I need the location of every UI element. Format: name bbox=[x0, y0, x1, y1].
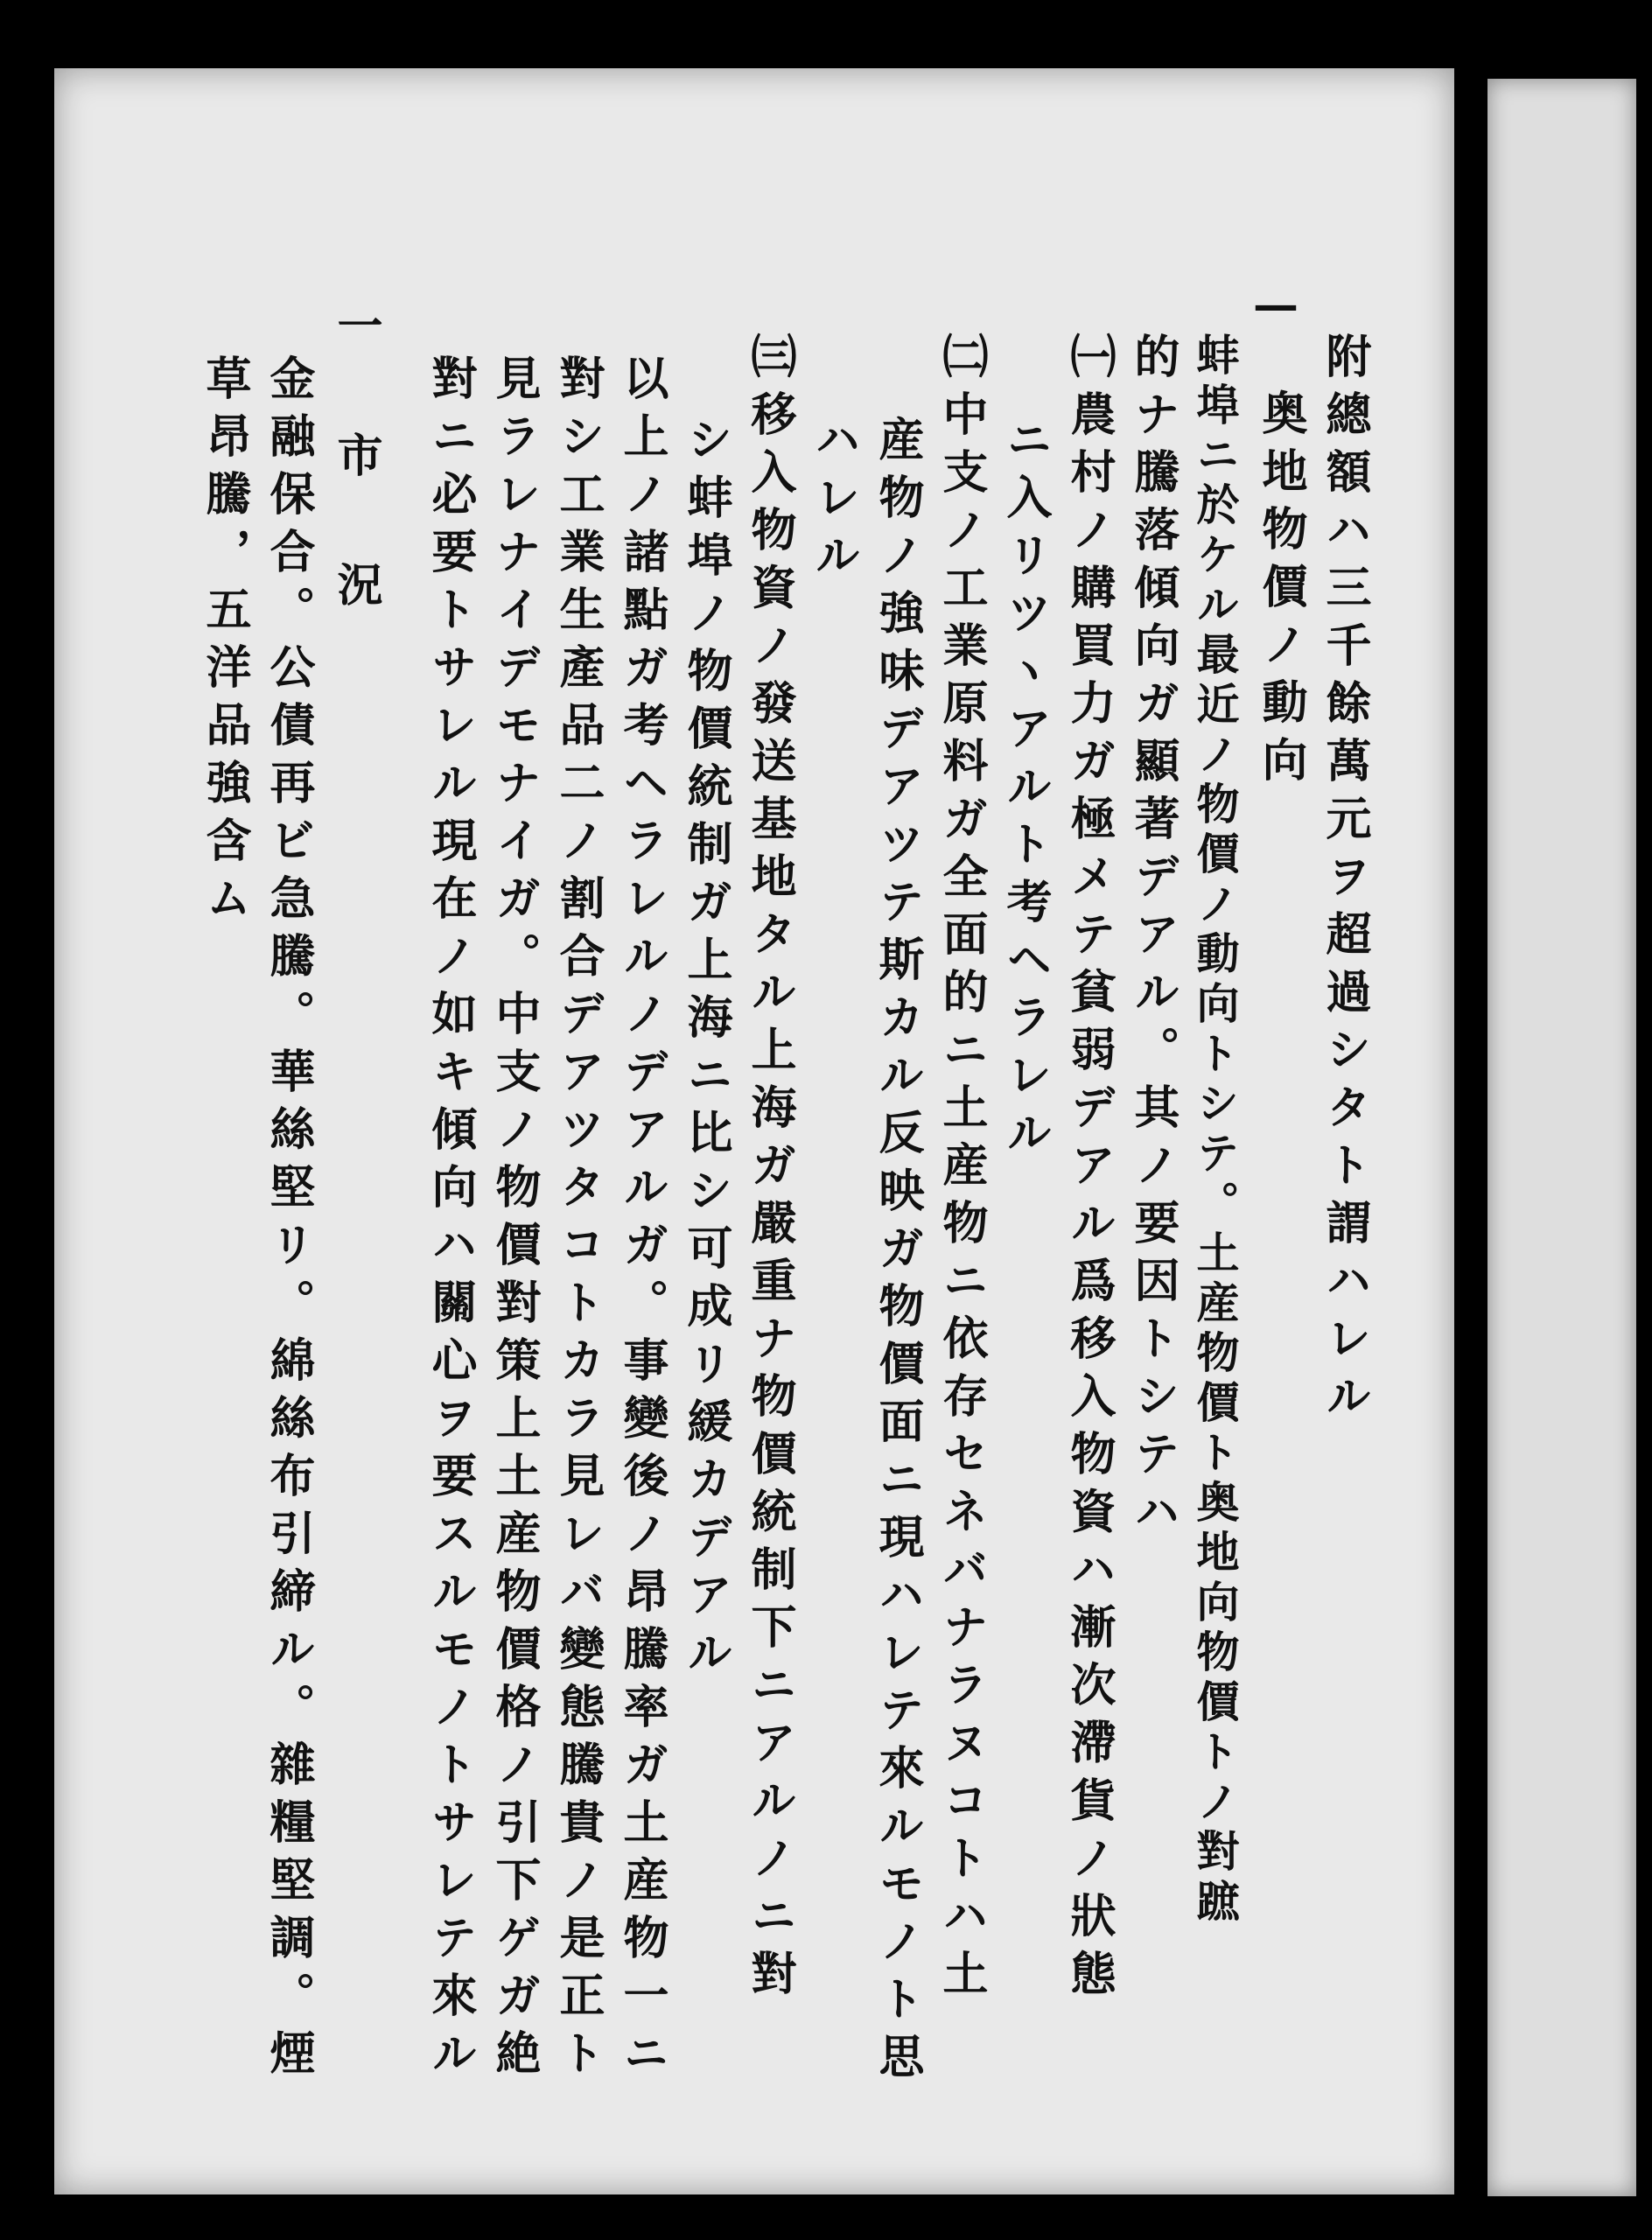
text-column-17: 草昂騰，五洋品強含ム bbox=[198, 354, 251, 932]
text-column-13: 對シ工業生產品二ノ割合デアツタコトカラ見レバ變態騰貴ノ是正ト bbox=[551, 354, 605, 2087]
text-column-3: 蚌埠ニ於ケル最近ノ物價ノ動向トシテ。土産物價ト奥地向物價トノ對蹠 bbox=[1190, 332, 1241, 1928]
text-column-8: 産物ノ強味デアツテ斯カル反映ガ物價面ニ現ハレテ來ルモノト思 bbox=[871, 416, 924, 2090]
text-column-1: 附總額ハ三千餘萬元ヲ超過シタト謂ハレル bbox=[1318, 332, 1371, 1430]
text-column-7: ㈡中支ノ工業原料ガ全面的ニ土産物ニ依存セネバナラヌコトハ土 bbox=[934, 332, 988, 2007]
text-column-2: 奥地物價ノ動向 bbox=[1254, 389, 1307, 794]
section-dash: — bbox=[1253, 278, 1298, 332]
text-column-10: ㈢移入物資ノ發送基地タル上海ガ嚴重ナ物價統制下ニアルノニ對 bbox=[743, 332, 796, 2007]
section-heading-market: 一 市 況 bbox=[329, 302, 382, 626]
text-column-4: 的ナ騰落傾向ガ顯著デアル。其ノ要因トシテハ bbox=[1126, 332, 1180, 1545]
text-column-14: 見ラレナイデモナイガ。中支ノ物價對策上土産物價格ノ引下ゲガ絶 bbox=[487, 354, 541, 2087]
text-column-15: 對ニ必要トサレル現在ノ如キ傾向ハ關心ヲ要スルモノトサレテ來ル bbox=[424, 354, 477, 2087]
text-column-16: 金融保合。公債再ビ急騰。華絲堅リ。綿絲布引締ル。雜糧堅調。煙 bbox=[262, 354, 315, 2087]
text-column-11: シ蚌埠ノ物價統制ガ上海ニ比シ可成リ緩カデアル bbox=[679, 416, 732, 1686]
next-page-edge bbox=[1488, 79, 1636, 2196]
text-column-12: 以上ノ諸點ガ考ヘラレルノデアルガ。事變後ノ昂騰率ガ土産物一ニ bbox=[615, 354, 668, 2087]
text-column-9: ハレル bbox=[807, 416, 860, 589]
text-column-5: ㈠農村ノ購買力ガ極メテ貧弱デアル爲移入物資ハ漸次滯貨ノ狀態 bbox=[1062, 332, 1116, 2007]
text-column-6: ニ入リツヽアルト考ヘラレル bbox=[998, 416, 1052, 1166]
